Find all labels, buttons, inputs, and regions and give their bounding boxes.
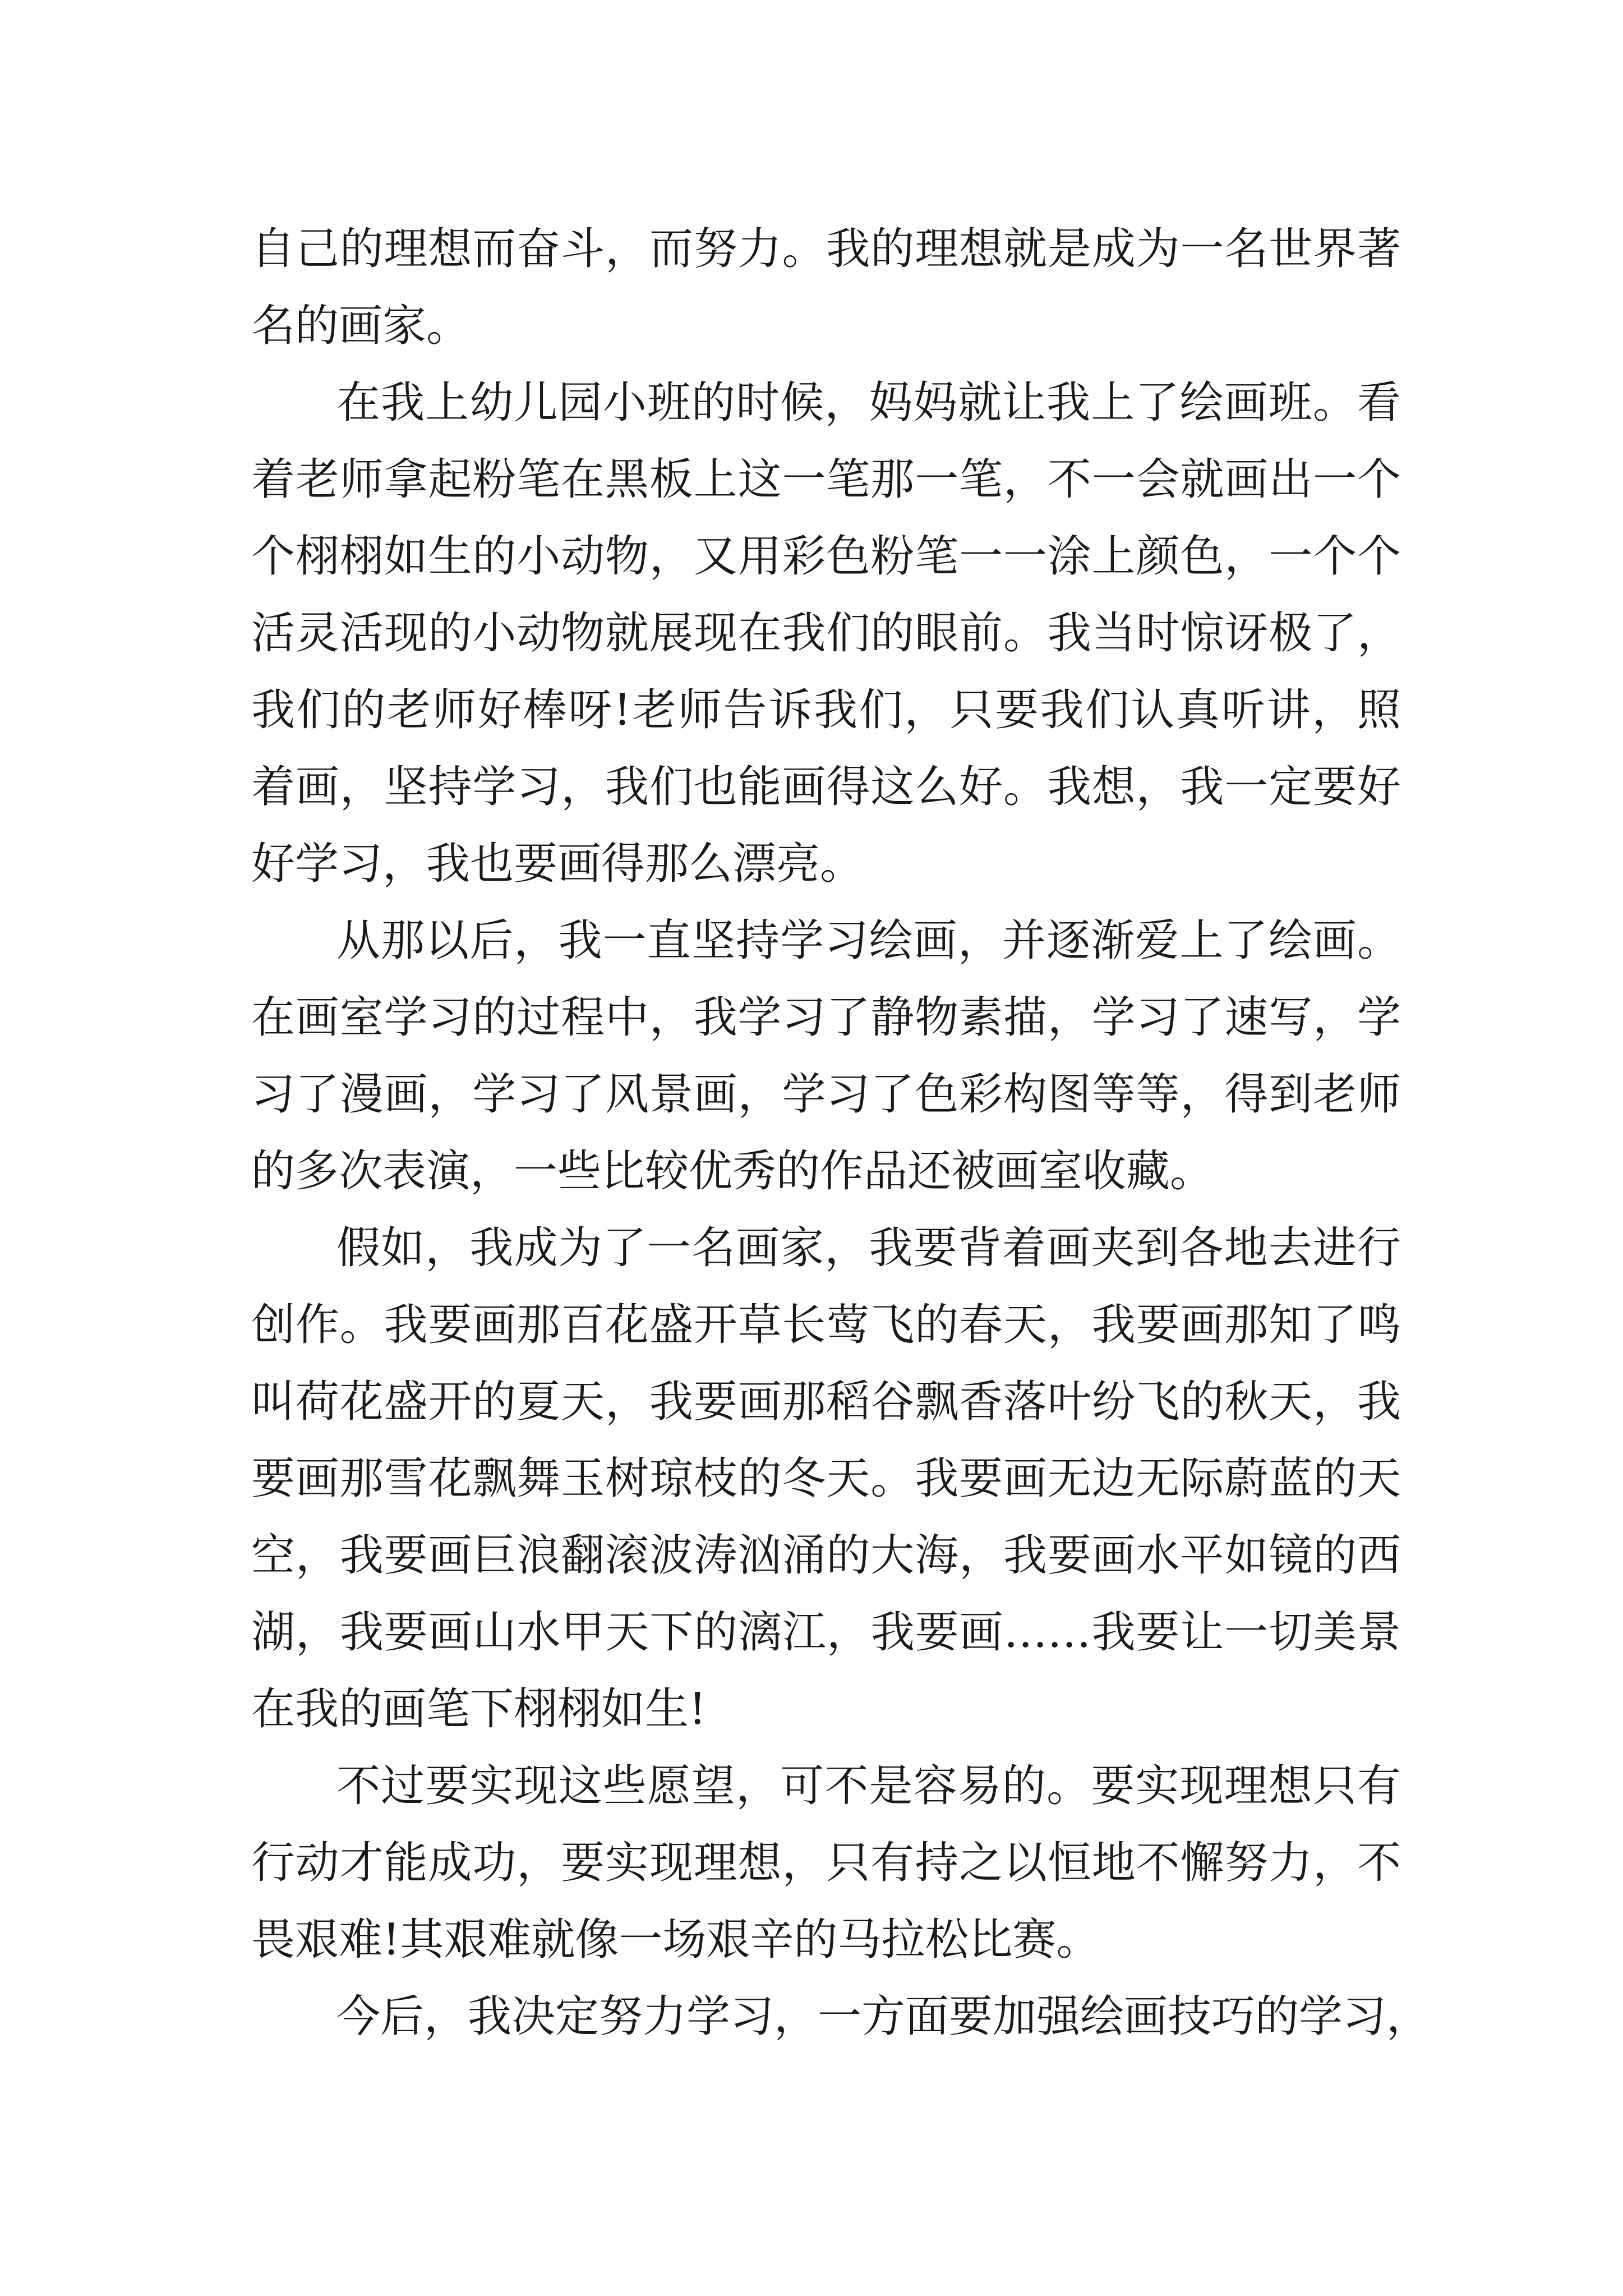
text-line: 习了漫画，学习了风景画，学习了色彩构图等等，得到老师: [251, 1069, 1401, 1120]
text-line: 的多次表演，一些比较优秀的作品还被画室收藏。: [251, 1146, 1214, 1197]
text-line: 要画那雪花飘舞玉树琼枝的冬天。我要画无边无际蔚蓝的天: [251, 1453, 1401, 1504]
text-line: 行动才能成功，要实现理想，只有持之以恒地不懈努力，不: [251, 1838, 1401, 1888]
text-line: 空，我要画巨浪翻滚波涛汹涌的大海，我要画水平如镜的西: [251, 1530, 1401, 1581]
text-line: 着老师拿起粉笔在黑板上这一笔那一笔，不一会就画出一个: [251, 454, 1401, 505]
text-line: 湖，我要画山水甲天下的漓江，我要画……我要让一切美景: [251, 1607, 1401, 1658]
text-line: 在画室学习的过程中，我学习了静物素描，学习了速写，学: [251, 992, 1401, 1043]
text-line: 活灵活现的小动物就展现在我们的眼前。我当时惊讶极了，: [251, 608, 1401, 659]
text-line: 畏艰难!其艰难就像一场艰辛的马拉松比赛。: [251, 1915, 1100, 1965]
text-line: 着画，坚持学习，我们也能画得这么好。我想，我一定要好: [251, 762, 1401, 812]
text-line: 名的画家。: [251, 301, 471, 351]
paragraph-first-line: 假如，我成为了一名画家，我要背着画夹到各地去进行: [336, 1223, 1401, 1273]
paragraph-first-line: 今后，我决定努力学习，一方面要加强绘画技巧的学习，: [336, 1991, 1431, 2042]
paragraph-first-line: 从那以后，我一直坚持学习绘画，并逐渐爱上了绘画。: [336, 915, 1401, 966]
essay-body: [251, 211, 1431, 2055]
text-line: 创作。我要画那百花盛开草长莺飞的春天，我要画那知了鸣: [251, 1300, 1401, 1350]
paragraph-first-line: 在我上幼儿园小班的时候，妈妈就让我上了绘画班。看: [336, 378, 1401, 428]
text-line: 在我的画笔下栩栩如生!: [251, 1684, 707, 1734]
text-line: 自己的理想而奋斗，而努力。我的理想就是成为一名世界著: [251, 224, 1401, 274]
paragraph-first-line: 不过要实现这些愿望，可不是容易的。要实现理想只有: [336, 1761, 1401, 1811]
text-line: 叫荷花盛开的夏天，我要画那稻谷飘香落叶纷飞的秋天，我: [251, 1377, 1401, 1427]
text-line: 我们的老师好棒呀!老师告诉我们，只要我们认真听讲，照: [251, 685, 1401, 735]
text-line: 好学习，我也要画得那么漂亮。: [251, 839, 864, 889]
text-line: 个栩栩如生的小动物，又用彩色粉笔一一涂上颜色，一个个: [251, 531, 1401, 582]
